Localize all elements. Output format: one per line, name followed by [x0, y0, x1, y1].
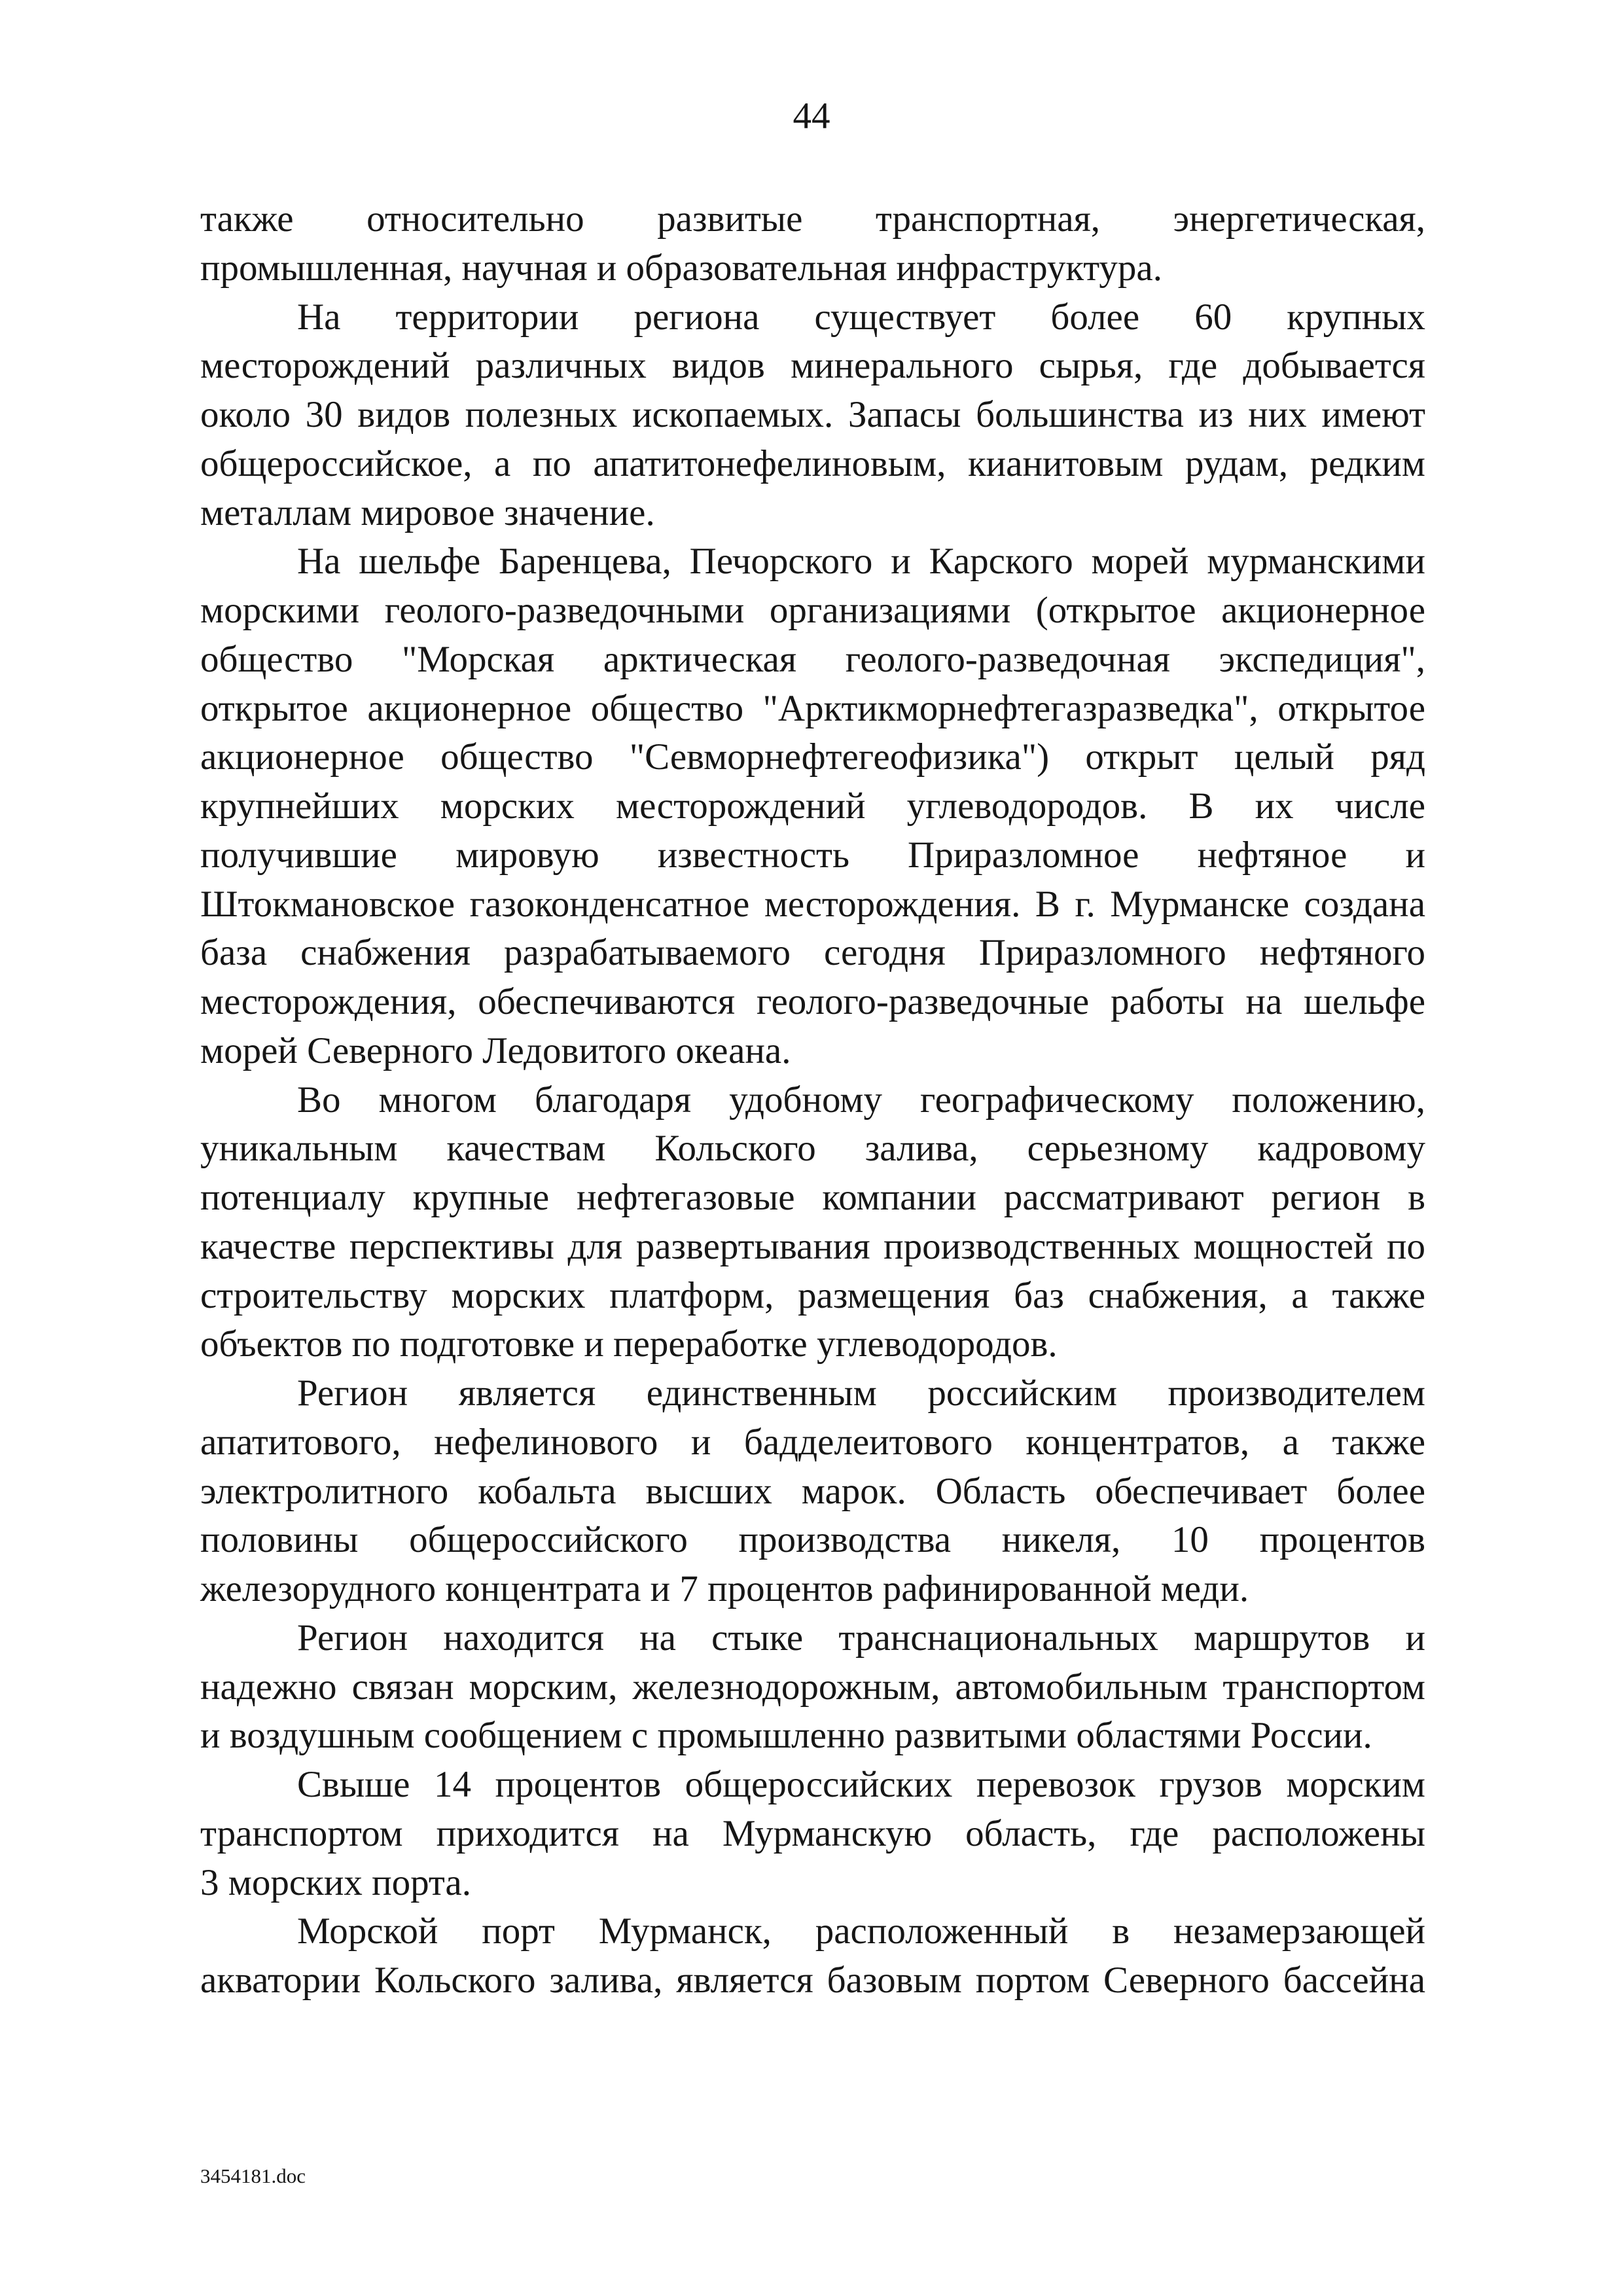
- text-line: около 30 видов полезных ископаемых. Запасы большинства из них имеют: [200, 394, 1425, 435]
- paragraph: [200, 1076, 1425, 1370]
- text-line: уникальным качествам Кольского залива, серьезному кадровому: [200, 1128, 1425, 1170]
- paragraph: [200, 1907, 1425, 2005]
- paragraph: [200, 195, 1425, 293]
- text-line: акватории Кольского залива, является базовым портом Северного бассейна: [200, 1960, 1425, 2001]
- text-line: Регион находится на стыке транснациональных маршрутов и: [297, 1617, 1425, 1659]
- text-line: месторождений различных видов минерального сырья, где добывается: [200, 345, 1425, 387]
- text-line: На шельфе Баренцева, Печорского и Карского морей мурманскими: [297, 541, 1425, 583]
- text-line: транспортом приходится на Мурманскую область, где расположены: [200, 1812, 1425, 1854]
- text-line: надежно связан морским, железнодорожным, автомобильным транспортом: [200, 1666, 1425, 1708]
- text-line: половины общероссийского производства никеля, 10 процентов: [200, 1519, 1425, 1561]
- text-line: открытое акционерное общество "Арктикморнефтегазразведка", открытое: [200, 687, 1425, 729]
- text-line: металлам мировое значение.: [200, 492, 655, 533]
- text-line: электролитного кобальта высших марок. Область обеспечивает более: [200, 1470, 1425, 1512]
- paragraph: [200, 293, 1425, 538]
- text-line: получившие мировую известность Приразломное нефтяное и: [200, 834, 1425, 876]
- footer-filename: 3454181.doc: [200, 2164, 306, 2187]
- text-line: месторождения, обеспечиваются геолого-разведочные работы на шельфе: [200, 981, 1425, 1022]
- paragraph: [200, 537, 1425, 1075]
- page-number: 44: [793, 96, 830, 137]
- text-line: потенциалу крупные нефтегазовые компании рассматривают регион в: [200, 1177, 1425, 1218]
- text-line: качестве перспективы для развертывания производственных мощностей по: [200, 1225, 1425, 1267]
- text-line: апатитового, нефелинового и бадделеитового концентратов, а также: [200, 1421, 1425, 1463]
- text-line: Морской порт Мурманск, расположенный в незамерзающей: [297, 1910, 1425, 1952]
- text-line: железорудного концентрата и 7 процентов рафинированной меди.: [200, 1568, 1249, 1609]
- document-body: [200, 195, 1425, 2005]
- text-line: также относительно развитые транспортная, энергетическая,: [200, 198, 1425, 240]
- text-line: морскими геолого-разведочными организациями (открытое акционерное: [200, 590, 1425, 631]
- text-line: 3 морских порта.: [200, 1861, 471, 1903]
- text-line: общество "Морская арктическая геолого-разведочная экспедиция",: [200, 638, 1425, 680]
- text-line: база снабжения разрабатываемого сегодня Приразломного нефтяного: [200, 932, 1425, 974]
- text-line: общероссийское, а по апатитонефелиновым, кианитовым рудам, редким: [200, 442, 1425, 484]
- text-line: объектов по подготовке и переработке углеводородов.: [200, 1323, 1058, 1365]
- text-line: морей Северного Ледовитого океана.: [200, 1030, 791, 1071]
- text-line: Свыше 14 процентов общероссийских перевозок грузов морским: [297, 1764, 1425, 1805]
- text-line: промышленная, научная и образовательная инфраструктура.: [200, 247, 1162, 289]
- text-line: акционерное общество "Севморнефтегеофизика") открыт целый ряд: [200, 736, 1425, 778]
- paragraph: [200, 1369, 1425, 1614]
- paragraph: [200, 1614, 1425, 1761]
- text-line: крупнейших морских месторождений углеводородов. В их числе: [200, 785, 1425, 827]
- text-line: и воздушным сообщением с промышленно развитыми областями России.: [200, 1715, 1372, 1757]
- text-line: На территории региона существует более 60 крупных: [297, 296, 1425, 338]
- text-line: Во многом благодаря удобному географическому положению,: [297, 1079, 1425, 1121]
- text-line: Штокмановское газоконденсатное месторождения. В г. Мурманске создана: [200, 883, 1425, 925]
- text-line: Регион является единственным российским производителем: [297, 1372, 1425, 1414]
- paragraph: [200, 1761, 1425, 1907]
- text-line: строительству морских платформ, размещения баз снабжения, а также: [200, 1274, 1425, 1316]
